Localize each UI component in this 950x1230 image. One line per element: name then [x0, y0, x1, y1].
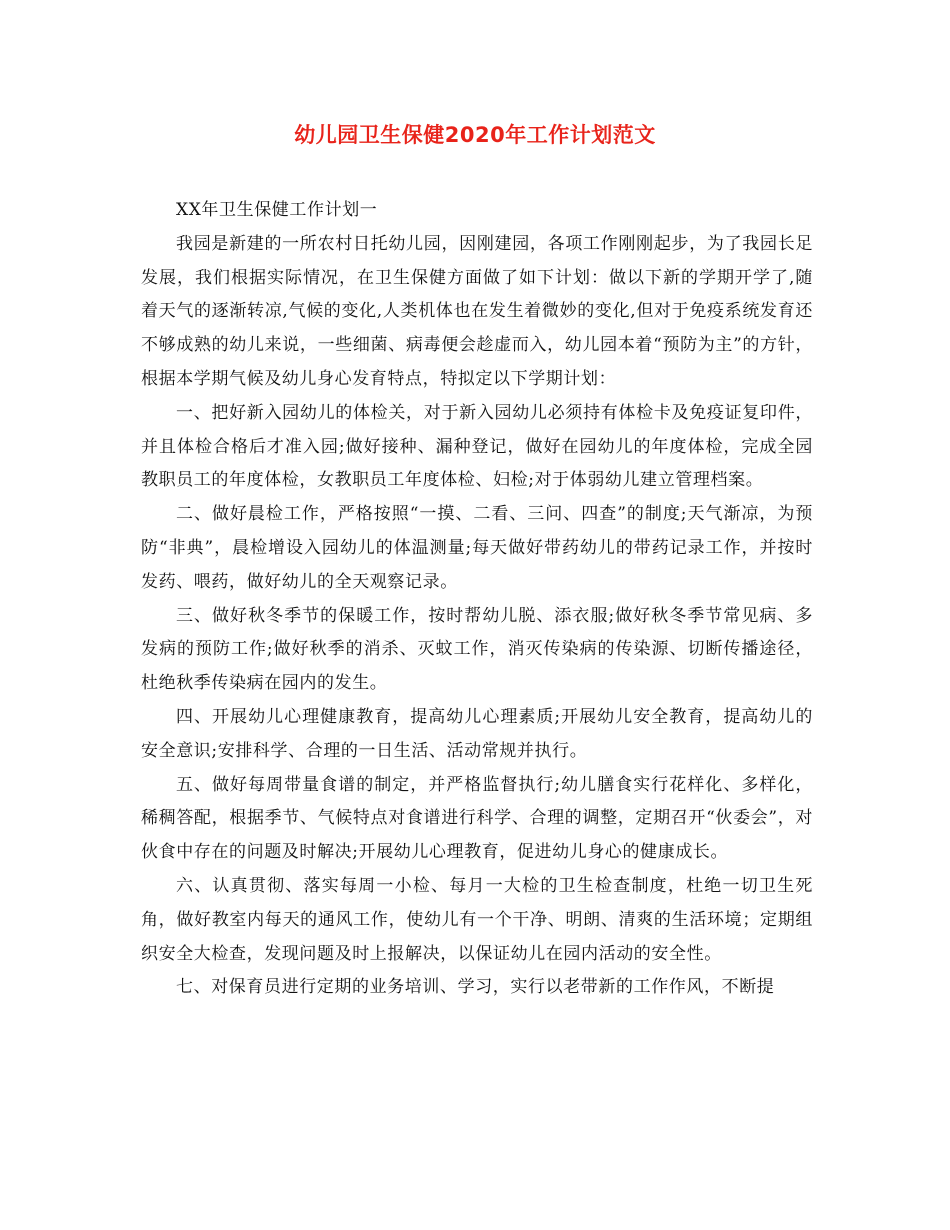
item-5-paragraph: 五、做好每周带量食谱的制定，并严格监督执行;幼儿膳食实行花样化、多样化，稀稠答配，根据季节、气候特点对食谱进行科学、合理的调整，定期召开“伙委会”，对伙食中存在的问题及时解决;开展幼儿心理教育，促进幼儿身心的健康成长。: [141, 774, 813, 863]
item-4-paragraph: 四、开展幼儿心理健康教育，提高幼儿心理素质;开展幼儿安全教育，提高幼儿的安全意识;安排科学、合理的一日生活、活动常规并执行。: [141, 706, 813, 761]
document-title: 幼儿园卫生保健2020年工作计划范文: [294, 123, 656, 147]
item-6-paragraph: 六、认真贯彻、落实每周一小检、每月一大检的卫生检查制度，杜绝一切卫生死角，做好教室内每天的通风工作，使幼儿有一个干净、明朗、清爽的生活环境；定期组织安全大检查，发现问题及时上报解决，以保证幼儿在园内活动的安全性。: [141, 875, 813, 964]
item-7-paragraph: 七、对保育员进行定期的业务培训、学习，实行以老带新的工作作风，不断提: [176, 977, 775, 998]
item-1-paragraph: 一、把好新入园幼儿的体检关，对于新入园幼儿必须持有体检卡及免疫证复印件，并且体检合格后才准入园;做好接种、漏种登记，做好在园幼儿的年度体检，完成全园教职员工的年度体检，女教职员工年度体检、妇检;对于体弱幼儿建立管理档案。: [141, 402, 813, 491]
section-heading: XX年卫生保健工作计划一: [176, 200, 378, 220]
item-2-paragraph: 二、做好晨检工作，严格按照“一摸、二看、三问、四查”的制度;天气渐凉，为预防“非典”，晨检增设入园幼儿的体温测量;每天做好带药幼儿的带药记录工作，并按时发药、喂药，做好幼儿的全天观察记录。: [141, 504, 813, 592]
document-body: [141, 194, 813, 1005]
intro-paragraph: 我园是新建的一所农村日托幼儿园，因刚建园，各项工作刚刚起步，为了我园长足发展，我们根据实际情况，在卫生保健方面做了如下计划：做以下新的学期开学了,随着天气的逐渐转凉,气候的变化,人类机体也在发生着微妙的变化,但对于免疫系统发育还不够成熟的幼儿来说，一些细菌、病毒便会趁虚而入，幼儿园本着“预防为主”的方针，根据本学期气候及幼儿身心发育特点，特拟定以下学期计划：: [141, 233, 813, 389]
item-3-paragraph: 三、做好秋冬季节的保暖工作，按时帮幼儿脱、添衣服;做好秋冬季节常见病、多发病的预防工作;做好秋季的消杀、灭蚊工作，消灭传染病的传染源、切断传播途径，杜绝秋季传染病在园内的发生。: [141, 605, 813, 694]
